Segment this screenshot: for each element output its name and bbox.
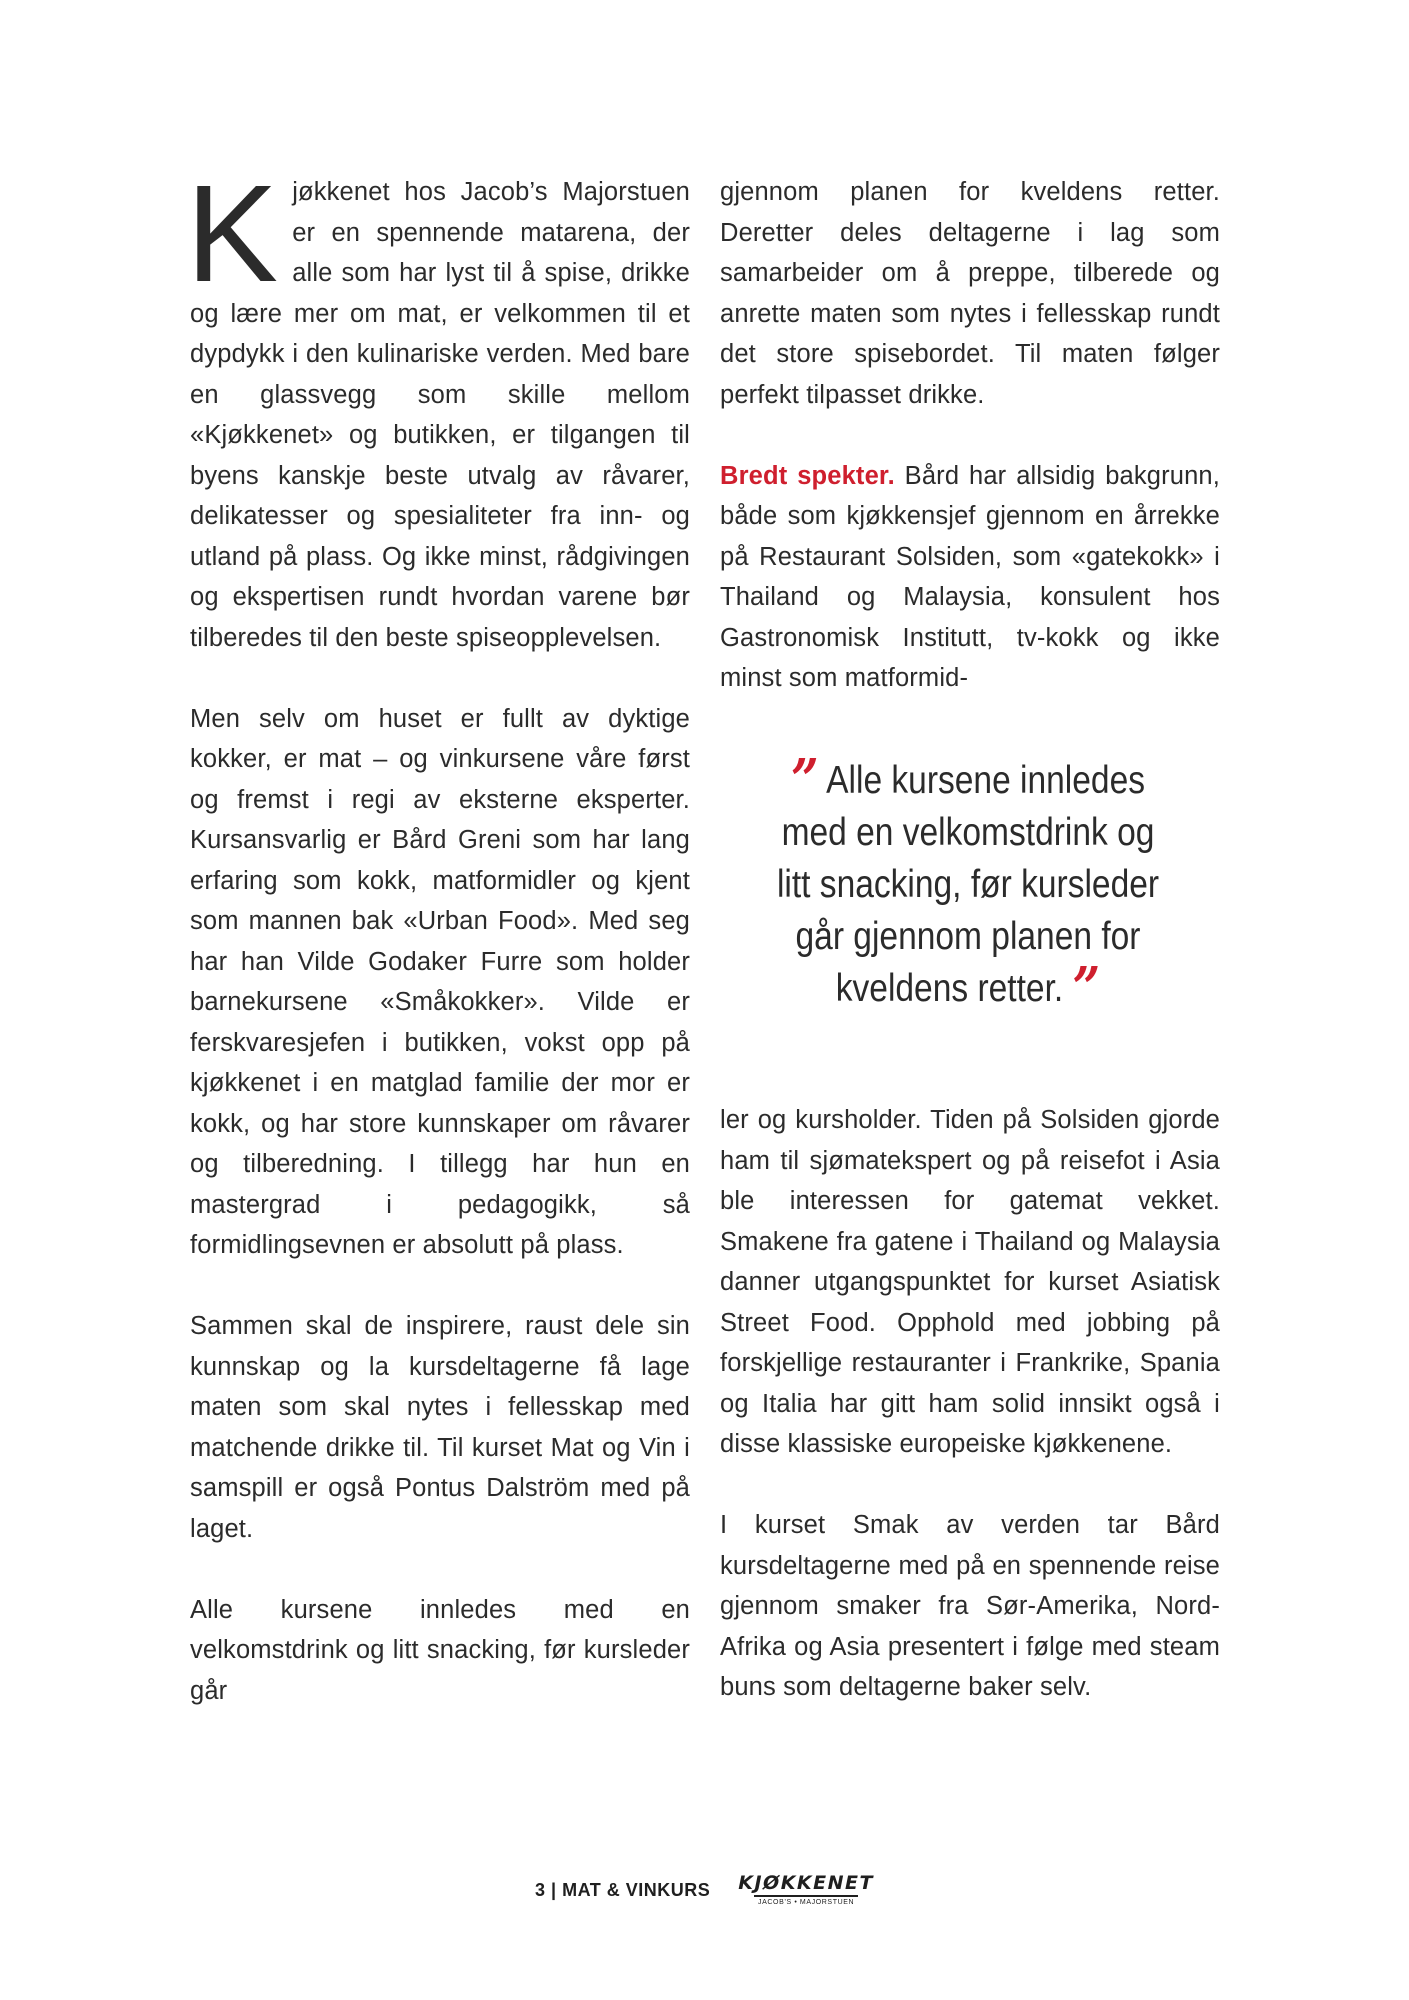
body-paragraph: I kurset Smak av verden tar Bård kursdeltagerne med på en spennende reise gjennom smaker fra Sør-Amerika, Nord-Afrika og Asia presentert i følge med steam buns som deltagerne baker selv. — [720, 1511, 1220, 1701]
logo-subtitle: JACOB’S • MAJORSTUEN — [758, 1899, 855, 1906]
intro-paragraph — [186, 157, 690, 658]
close-quote-icon: ” — [1072, 955, 1101, 1021]
page-footer — [0, 1870, 1409, 1910]
body-paragraph: Men selv om huset er fullt av dyktige kokker, er mat – og vinkursene våre først og fremst i regi av eksterne eksperter. Kursansvarlig er Bård Greni som har lang erfaring som kokk, matformidler og kjent som mannen bak «Urban Food». Med seg har han Vilde Godaker Furre som holder barnekursene «Småkokker». Vilde er ferskvaresjefen i butikken, vokst opp på kjøkkenet i en matglad familie der mor er kokk, og har store kunnskaper om råvarer og tilberedning. I tillegg har hun en mastergrad i pedagogikk, så formidlingsevnen er absolutt på plass. — [190, 704, 690, 1259]
pull-quote — [762, 747, 1175, 1021]
drop-cap: K — [186, 157, 279, 311]
left-column — [186, 157, 690, 1711]
body-paragraph: Sammen skal de inspirere, raust dele sin kunnskap og la kursdeltagerne få lage maten som skal nytes i fellesskap med matchende drikke til. Til kurset Mat og Vin i samspill er også Pontus Dalström med på laget. — [190, 1312, 690, 1543]
kjokkenet-logo — [738, 1873, 874, 1907]
logo-wordmark: KJØKKENET — [738, 1872, 874, 1894]
body-paragraph: ler og kursholder. Tiden på Solsiden gjorde ham til sjømatekspert og på reisefot i Asia ble interessen for gatemat vekket. Smakene fra gatene i Thailand og Malaysia danner utgangspunktet for kurset Asiatisk Street Food. Opphold med jobbing på forskjellige restauranter i Frankrike, Spania og Italia har gitt ham solid innsikt også i disse klassiske europeiske kjøkkenene. — [720, 1106, 1220, 1458]
logo-divider — [754, 1895, 858, 1897]
section-text: Bård har allsidig bakgrunn, både som kjøkkensjef gjennom en årrekke på Restaurant Solsiden, som «gatekokk» i Thailand og Malaysia, konsulent hos Gastronomisk Institutt, tv-kokk og ikke minst som matformid- — [720, 461, 1220, 692]
open-quote-icon: ” — [790, 747, 819, 813]
page-number-label: 3 | MAT & VINKURS — [535, 1879, 711, 1900]
pull-quote-text: Alle kursene innledes med en velkomstdrink og litt snacking, før kursleder går gjennom planen for kveldens retter. — [776, 759, 1160, 1010]
section-lead-in: Bredt spekter. — [720, 461, 895, 490]
body-paragraph — [720, 456, 1220, 699]
body-paragraph: gjennom planen for kveldens retter. Deretter deles deltagerne i lag som samarbeider om å preppe, tilberede og anrette maten som nytes i fellesskap rundt det store spisebordet. Til maten følger perfekt tilpasset drikke. — [720, 178, 1220, 409]
right-column-bottom — [720, 1100, 1220, 1708]
intro-paragraph-text: jøkkenet hos Jacob’s Majorstuen er en spennende matarena, der alle som har lyst til å spise, drikke og lære mer om mat, er velkommen til et dypdykk i den kulinariske verden. Med bare en glassvegg som skille mellom «Kjøkkenet» og butikken, er tilgangen til byens kanskje beste utvalg av råvarer, delikatesser og spesialiteter fra inn- og utland på plass. Og ikke minst, rådgivingen og ekspertisen rundt hvordan varene bør tilberedes til den beste spiseopplevelsen. — [190, 178, 690, 652]
right-column-top — [720, 172, 1220, 699]
body-paragraph: Alle kursene innledes med en velkomstdrink og litt snacking, før kursleder går — [190, 1595, 690, 1705]
